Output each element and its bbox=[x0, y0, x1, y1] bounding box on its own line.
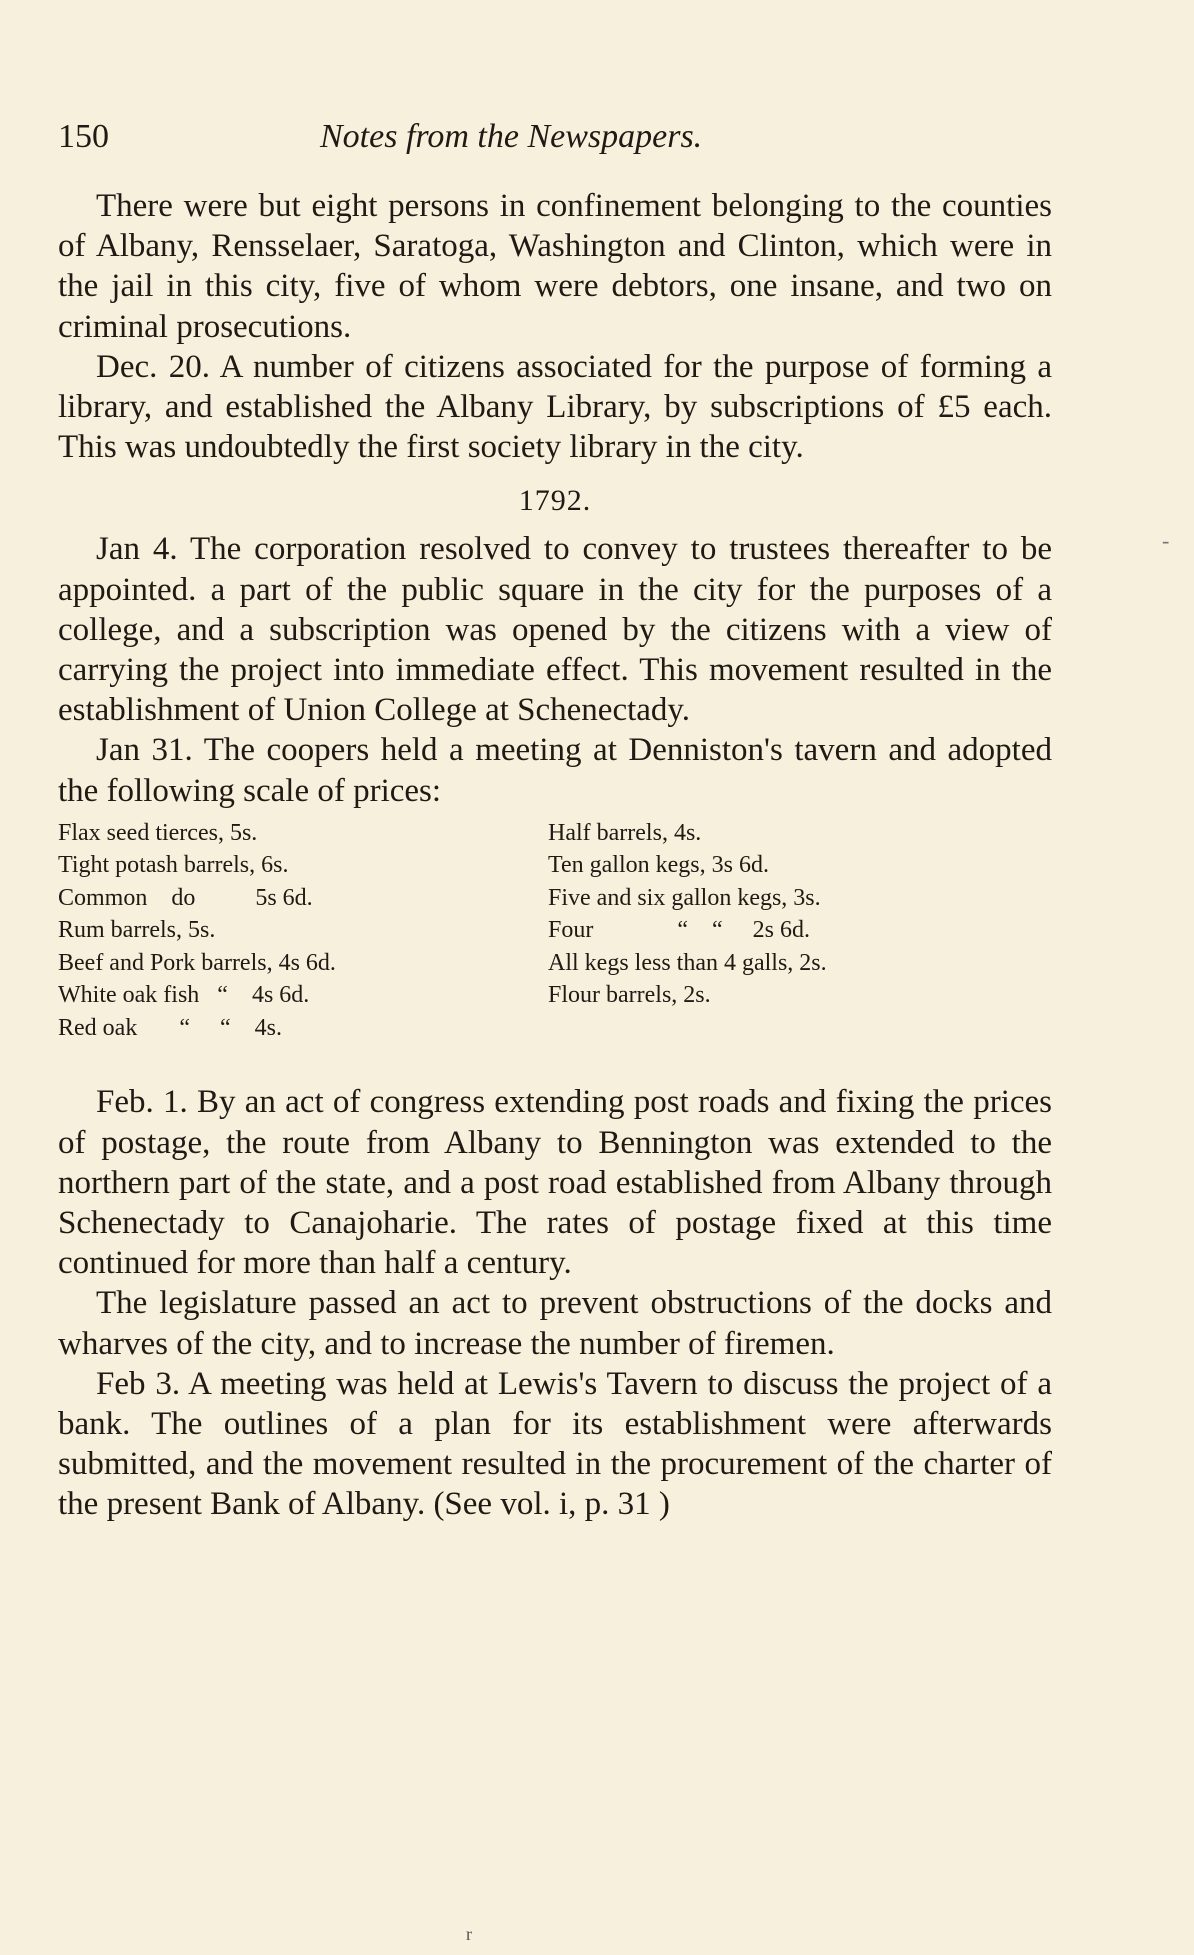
price-item: Ten gallon kegs, 3s 6d. bbox=[548, 852, 769, 879]
paragraph-post-roads: Feb. 1. By an act of congress extending post roads and fixing the prices of postage, the route from Albany to Bennington was extended to the northern part of the state, and a post road established from Albany through Schenectady to Canajoharie. The rates of postage fixed at this time continued for more than half a century. bbox=[58, 1084, 1052, 1282]
paragraph-college: Jan 4. The corporation resolved to convey to trustees thereafter to be appointed. a part of the public square in the city for the purposes of a college, and a subscription was opened by the citizens with a view of carrying the project into immediate effect. This movement resulted in the establishment of Union College at Schenectady. bbox=[58, 531, 1052, 729]
price-list-right bbox=[548, 817, 1048, 1045]
price-item: Five and six gallon kegs, 3s. bbox=[548, 884, 821, 911]
price-item: White oak fish “ 4s 6d. bbox=[58, 982, 310, 1009]
page-number: 150 bbox=[58, 118, 109, 155]
price-item: Flour barrels, 2s. bbox=[548, 982, 711, 1009]
year-heading: 1792. bbox=[518, 484, 592, 518]
paragraph-library: Dec. 20. A number of citizens associated for the purpose of forming a library, and established the Albany Library, by subscriptions of £5 each. This was undoubtedly the first society library in the city. bbox=[58, 348, 1052, 466]
paragraph-confinement: There were but eight persons in confinement belonging to the counties of Albany, Rensselaer, Saratoga, Washington and Clinton, which were in the jail in this city, five of whom were debtors, one insane, and two on criminal prosecutions. bbox=[58, 188, 1052, 345]
book-page bbox=[58, 118, 1052, 1525]
price-item: Half barrels, 4s. bbox=[548, 819, 702, 846]
price-list bbox=[58, 817, 1052, 1045]
price-list-left bbox=[58, 817, 548, 1045]
page-body bbox=[58, 186, 1052, 1525]
margin-dash-mark: - bbox=[1162, 528, 1170, 553]
paragraph-legislature: The legislature passed an act to prevent obstructions of the docks and wharves of the city, and to increase the number of firemen. bbox=[58, 1285, 1052, 1362]
page-header bbox=[58, 118, 1052, 170]
price-item: All kegs less than 4 galls, 2s. bbox=[548, 949, 827, 976]
price-item: Rum barrels, 5s. bbox=[58, 917, 216, 944]
price-item: Flax seed tierces, 5s. bbox=[58, 819, 258, 846]
running-title: Notes from the Newspapers. bbox=[320, 118, 703, 155]
margin-bottom-mark: r bbox=[466, 1924, 472, 1944]
price-item: Red oak “ “ 4s. bbox=[58, 1014, 282, 1041]
paragraph-coopers: Jan 31. The coopers held a meeting at Denniston's tavern and adopted the following scale of prices: bbox=[58, 732, 1052, 809]
price-item: Beef and Pork barrels, 4s 6d. bbox=[58, 949, 336, 976]
paragraph-bank: Feb 3. A meeting was held at Lewis's Tavern to discuss the project of a bank. The outlines of a plan for its establishment were afterwards submitted, and the movement resulted in the procurement of the charter of the present Bank of Albany. (See vol. i, p. 31 ) bbox=[58, 1365, 1052, 1523]
price-item: Common do 5s 6d. bbox=[58, 884, 313, 911]
price-item: Four “ “ 2s 6d. bbox=[548, 917, 810, 944]
price-item: Tight potash barrels, 6s. bbox=[58, 852, 289, 879]
